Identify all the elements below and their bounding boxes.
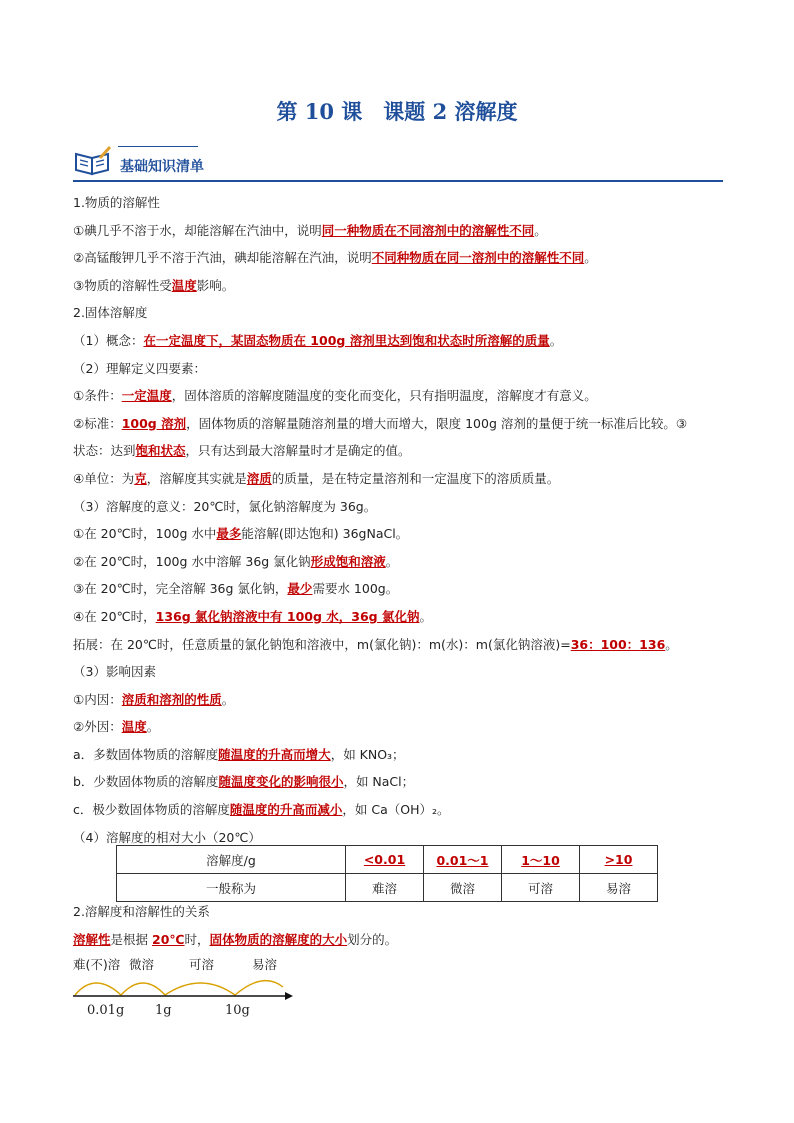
- text-segment: 。: [534, 222, 547, 238]
- table-cell: <0.01: [346, 846, 424, 874]
- text-segment: 能溶解(即达饱和) 36gNaCl。: [241, 526, 409, 542]
- book-pen-icon: [74, 146, 112, 176]
- text-segment: ①条件：: [73, 388, 122, 404]
- answer-text: 同一种物质在不同溶剂中的溶解性不同: [321, 222, 535, 238]
- text-segment: ，固体溶质的溶解度随温度的变化而变化，只有指明温度，溶解度才有意义。: [171, 388, 597, 404]
- answer-text: 一定温度: [121, 388, 172, 404]
- text-segment: ①内因：: [73, 691, 122, 707]
- text-line: [73, 437, 733, 465]
- text-segment: ③物质的溶解性受: [73, 277, 172, 293]
- text-segment: 。: [221, 691, 235, 707]
- scale-label: 易溶: [252, 957, 278, 972]
- section-divider: [73, 180, 723, 182]
- content-body-2: [73, 898, 733, 953]
- text-line: [73, 796, 733, 824]
- text-segment: （1）概念：: [73, 332, 144, 348]
- text-segment: 。: [385, 553, 399, 569]
- answer-text: 温度: [121, 719, 147, 735]
- text-line: [73, 244, 733, 272]
- text-line: [73, 217, 733, 245]
- text-segment: （2）理解定义四要素：: [73, 360, 206, 376]
- section-overline: [118, 146, 198, 147]
- text-segment: 。: [419, 608, 432, 624]
- scale-tick: 10g: [225, 1003, 250, 1018]
- table-cell: 易溶: [580, 874, 658, 902]
- content-body: [73, 189, 733, 851]
- text-line: [73, 189, 733, 217]
- answer-text: 形成饱和溶液: [310, 553, 386, 569]
- scale-label: 可溶: [189, 957, 215, 972]
- text-segment: b．少数固体物质的溶解度: [73, 774, 219, 790]
- answer-text: 固体物质的溶解度的大小: [209, 931, 348, 947]
- answer-text: 随温度变化的影响很小: [218, 774, 344, 790]
- text-segment: 需要水 100g。: [312, 581, 399, 597]
- page-title: 第 10 课 课题 2 溶解度: [276, 99, 518, 124]
- text-line: [73, 299, 733, 327]
- table-cell: 可溶: [502, 874, 580, 902]
- solubility-table: [116, 845, 658, 902]
- table-cell: 一般称为: [117, 874, 346, 902]
- text-line: [73, 575, 733, 603]
- text-segment: 。: [584, 250, 597, 266]
- text-line: [73, 382, 733, 410]
- text-segment: c．极少数固体物质的溶解度: [73, 802, 230, 818]
- answer-text: 溶解性: [73, 931, 111, 947]
- text-segment: 是根据: [110, 931, 152, 947]
- text-segment: ①碘几乎不溶于水，却能溶解在汽油中，说明: [73, 222, 322, 238]
- answer-text: 克: [134, 470, 147, 486]
- scale-label: 微溶: [129, 957, 155, 972]
- answer-text: 最多: [216, 526, 242, 542]
- answer-text: 溶质: [246, 470, 272, 486]
- text-line: [73, 926, 733, 954]
- text-line: [73, 768, 733, 796]
- answer-text: 饱和状态: [135, 443, 186, 459]
- text-segment: ，如 KNO₃；: [330, 746, 405, 762]
- text-line: [73, 603, 733, 631]
- text-line: [73, 272, 733, 300]
- text-segment: 。: [665, 636, 678, 652]
- table-cell: 难溶: [346, 874, 424, 902]
- text-line: [73, 355, 733, 383]
- answer-text: 最少: [287, 581, 313, 597]
- text-segment: 时，: [184, 931, 210, 947]
- text-segment: 。: [549, 332, 563, 348]
- text-segment: ④单位：为: [73, 470, 135, 486]
- table-cell: 0.01～1: [424, 846, 502, 874]
- answer-text: 100g 溶剂: [121, 415, 187, 431]
- text-segment: 1.物质的溶解性: [73, 195, 160, 210]
- text-segment: ②外因：: [73, 719, 122, 735]
- text-segment: 状态：达到: [73, 443, 136, 459]
- text-line: [73, 520, 733, 548]
- text-segment: 2.溶解度和溶解性的关系: [73, 904, 210, 919]
- answer-text: 在一定温度下，某固态物质在 100g 溶剂里达到饱和状态时所溶解的质量: [143, 332, 550, 348]
- answer-text: 温度: [171, 277, 197, 293]
- table-cell: 1～10: [502, 846, 580, 874]
- text-segment: ②在 20℃时，100g 水中溶解 36g 氯化钠: [73, 553, 311, 569]
- text-line: [73, 465, 733, 493]
- text-line: [73, 658, 733, 686]
- text-line: [73, 898, 733, 926]
- scale-axis: [73, 969, 303, 1005]
- text-line: [73, 741, 733, 769]
- text-segment: ②高锰酸钾几乎不溶于汽油，碘却能溶解在汽油，说明: [73, 250, 372, 266]
- text-line: [73, 631, 733, 659]
- text-line: [73, 493, 733, 521]
- text-segment: ④在 20℃时，: [73, 608, 156, 624]
- text-segment: 的质量，是在特定量溶剂和一定温度下的溶质质量。: [271, 470, 560, 486]
- text-segment: ，固体物质的溶解量随溶剂量的增大而增大，限度 100g 溶剂的量便于统一标准后比较。③: [186, 415, 688, 431]
- text-line: [73, 548, 733, 576]
- answer-text: 20℃: [152, 931, 185, 947]
- answer-text: 36：100：136: [570, 636, 666, 652]
- text-segment: 2.固体溶解度: [73, 305, 148, 321]
- text-segment: （4）溶解度的相对大小（20℃）: [73, 829, 261, 845]
- scale-tick: 1g: [155, 1003, 172, 1018]
- text-segment: （3）影响因素: [73, 664, 156, 680]
- text-segment: （3）溶解度的意义：20℃时，氯化钠溶解度为 36g。: [73, 498, 377, 514]
- text-segment: ，溶解度其实就是: [146, 470, 247, 486]
- text-segment: ，如 NaCl；: [343, 774, 415, 790]
- text-segment: ，如 Ca（OH）₂。: [342, 802, 450, 818]
- text-segment: 拓展：在 20℃时，任意质量的氯化钠饱和溶液中，m(氯化钠)：m(水)：m(氯化钠溶液)=: [73, 636, 571, 652]
- text-segment: ①在 20℃时，100g 水中: [73, 526, 217, 542]
- table-row: [117, 846, 658, 874]
- scale-label: 难(不)溶: [73, 957, 121, 972]
- text-segment: 影响。: [196, 277, 235, 293]
- scale-tick: 0.01g: [87, 1003, 125, 1018]
- answer-text: 随温度的升高而减小: [229, 802, 343, 818]
- table-cell: 溶解度/g: [117, 846, 346, 874]
- table-cell: >10: [580, 846, 658, 874]
- section-title: 基础知识清单: [120, 159, 204, 175]
- answer-text: 136g 氯化钠溶液中有 100g 水，36g 氯化钠: [155, 608, 420, 624]
- text-line: [73, 410, 733, 438]
- text-segment: a．多数固体物质的溶解度: [73, 746, 219, 762]
- text-line: [73, 686, 733, 714]
- text-line: [73, 713, 733, 741]
- text-segment: ③在 20℃时，完全溶解 36g 氯化钠，: [73, 581, 288, 597]
- solubility-scale-diagram: [73, 955, 303, 1025]
- text-segment: 。: [146, 719, 160, 735]
- text-segment: ②标准：: [73, 415, 122, 431]
- text-line: [73, 327, 733, 355]
- text-segment: ，只有达到最大溶解量时才是确定的值。: [185, 443, 411, 459]
- answer-text: 不同种物质在同一溶剂中的溶解性不同: [371, 250, 585, 266]
- text-segment: 划分的。: [347, 931, 398, 947]
- answer-text: 溶质和溶剂的性质: [121, 691, 222, 707]
- table-cell: 微溶: [424, 874, 502, 902]
- answer-text: 随温度的升高而增大: [218, 746, 331, 762]
